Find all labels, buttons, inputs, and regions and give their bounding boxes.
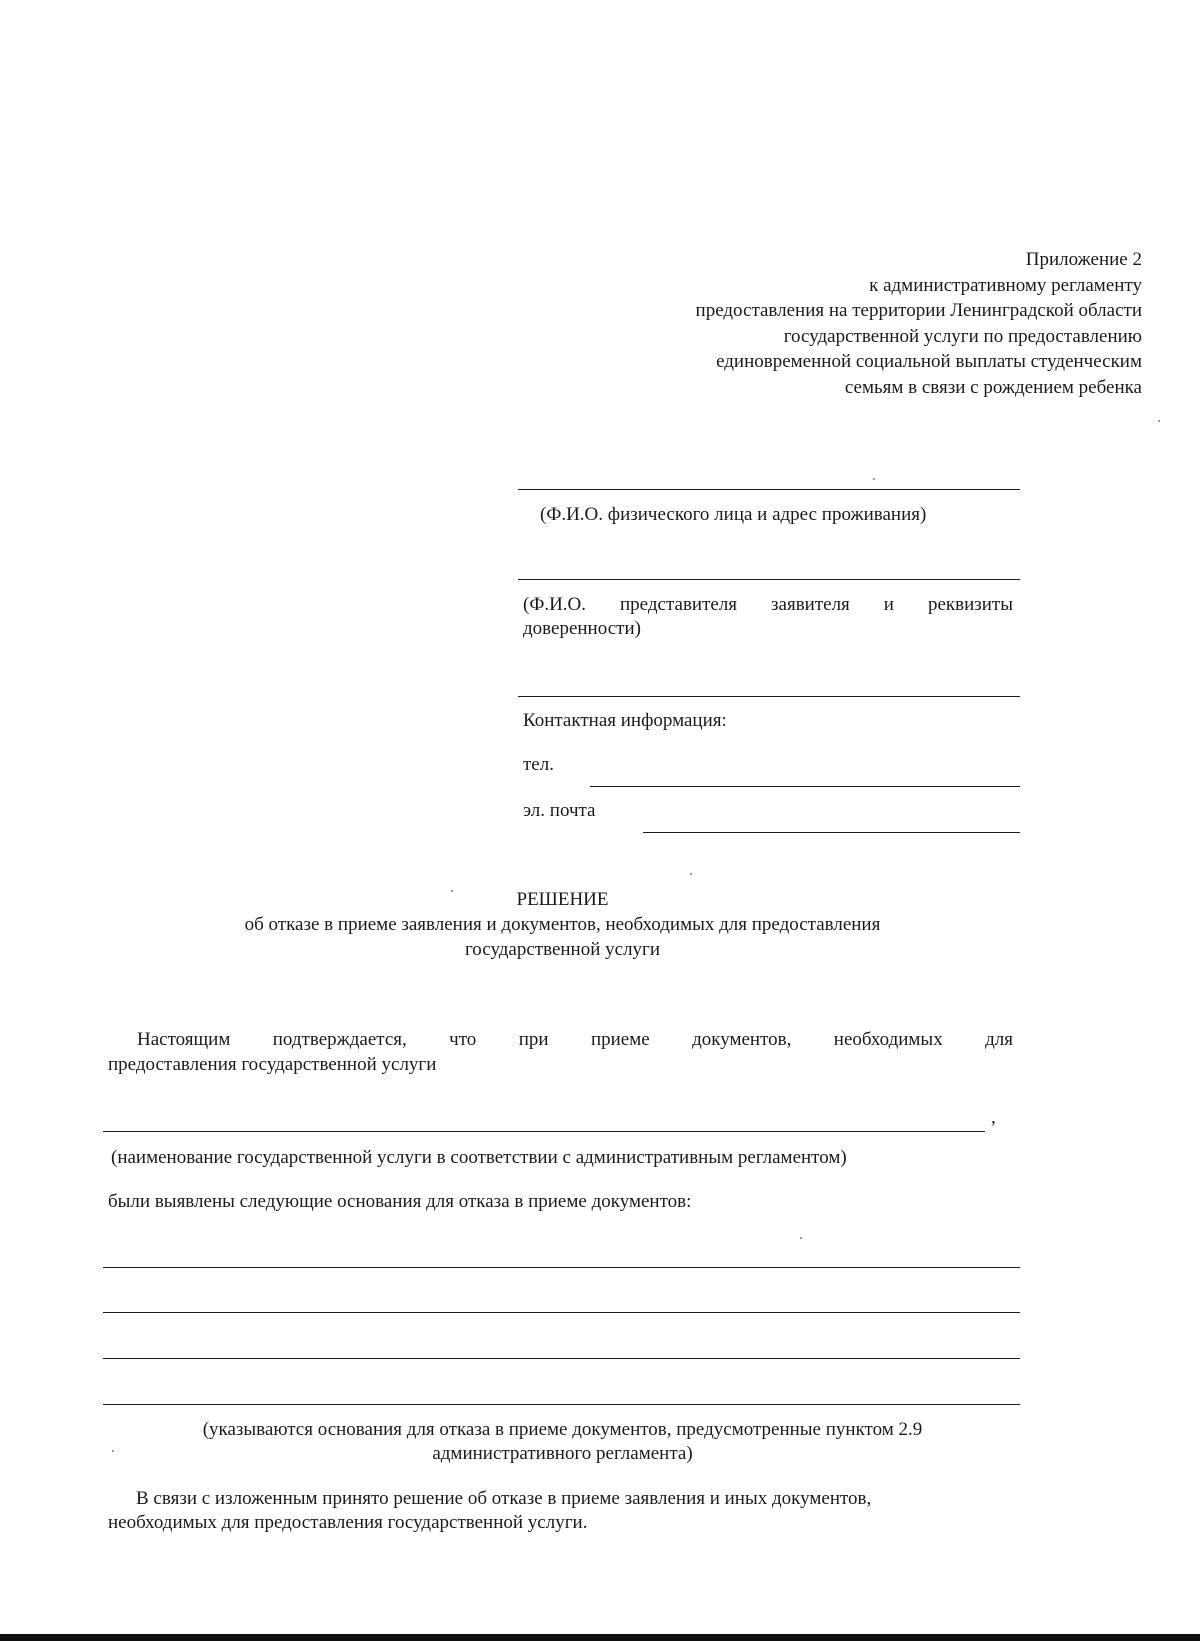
representative-caption-line2: доверенности): [523, 618, 641, 639]
annex-line: государственной услуги по предоставлению: [783, 325, 1142, 347]
annex-line: предоставления на территории Ленинградской области: [695, 300, 1142, 321]
grounds-field-4[interactable]: [103, 1404, 1020, 1405]
representative-caption-line1: (Ф.И.О. представителя заявителя и реквизиты: [523, 594, 1013, 615]
conclusion-line1: В связи с изложенным принято решение об отказе в приеме заявления и иных документов,: [136, 1488, 872, 1509]
representative-field[interactable]: [518, 579, 1020, 580]
scan-bottom-edge: [0, 1634, 1200, 1641]
phone-label: тел.: [523, 754, 554, 775]
decision-title: РЕШЕНИЕ: [516, 889, 609, 910]
scan-speck: [1158, 420, 1160, 422]
paragraph-confirm-line1: Настоящим подтверждается, что при приеме документов, необходимых для: [137, 1029, 1013, 1050]
grounds-field-1[interactable]: [103, 1267, 1020, 1268]
scan-speck: [800, 1237, 802, 1239]
decision-subtitle-line2: государственной услуги: [464, 939, 661, 960]
email-field[interactable]: [643, 832, 1020, 833]
paragraph-confirm-line2: предоставления государственной услуги: [108, 1054, 437, 1075]
scan-speck: [690, 873, 692, 875]
annex-line: семьям в связи с рождением ребенка: [844, 376, 1142, 398]
scan-speck: [451, 890, 453, 892]
email-label: эл. почта: [523, 800, 596, 821]
grounds-field-2[interactable]: [103, 1312, 1020, 1313]
phone-field[interactable]: [590, 786, 1020, 787]
contact-top-line: [518, 696, 1020, 697]
annex-line: единовременной социальной выплаты студенческим: [716, 351, 1142, 372]
scan-speck: [112, 1450, 114, 1452]
service-name-caption: (наименование государственной услуги в соответствии с административным регламентом): [111, 1147, 847, 1168]
grounds-field-3[interactable]: [103, 1358, 1020, 1359]
annex-line: Приложение 2: [1025, 249, 1142, 270]
service-name-comma: ,: [991, 1107, 996, 1128]
grounds-intro: были выявлены следующие основания для отказа в приеме документов:: [108, 1191, 692, 1212]
grounds-caption-line2: административного регламента): [432, 1443, 693, 1464]
decision-subtitle-line1: об отказе в приеме заявления и документов, необходимых для предоставления: [244, 914, 881, 935]
applicant-fio-caption: (Ф.И.О. физического лица и адрес проживания): [540, 504, 927, 525]
conclusion-line2: необходимых для предоставления государственной услуги.: [108, 1512, 588, 1533]
scan-speck: [873, 478, 875, 480]
service-name-field[interactable]: [103, 1131, 985, 1132]
contact-label: Контактная информация:: [523, 710, 727, 731]
grounds-caption-line1: (указываются основания для отказа в приеме документов, предусмотренные пунктом 2.9: [202, 1419, 923, 1440]
annex-header: [582, 247, 1142, 400]
applicant-fio-field[interactable]: [518, 489, 1020, 490]
annex-line: к административному регламенту: [869, 274, 1142, 296]
